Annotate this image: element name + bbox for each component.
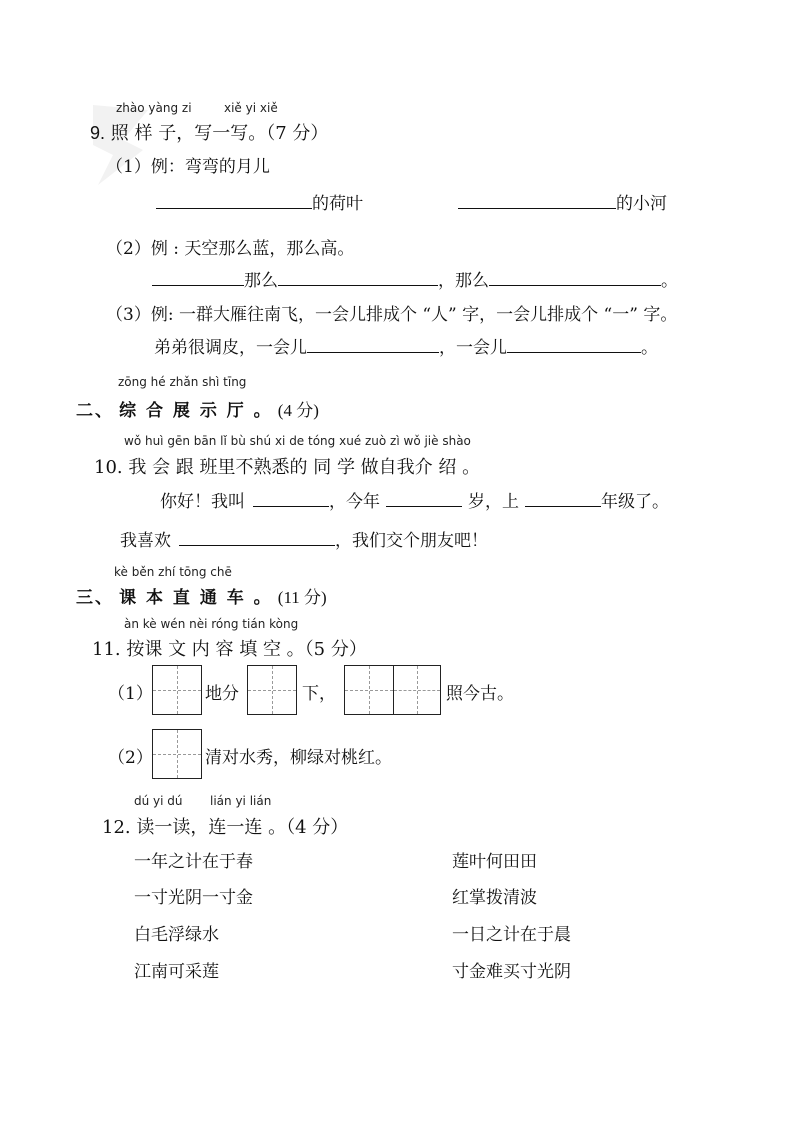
sec3-number: 三、 [76,588,114,608]
q10-age-blank[interactable] [386,488,462,507]
sec3-pinyin: kè běn zhí tōng chē [114,565,232,579]
q10-title: 10. 我 会 跟 班里不熟悉的 同 学 做自我介 绍 。 [94,457,481,478]
q12-title: 12. 读一读，连一连 。（4 分） [102,817,349,838]
q11-p1-box1[interactable] [152,665,202,715]
sec2-title: 综 合 展 示 厅 。 [119,401,273,421]
sec3-title: 课 本 直 通 车 。 [119,588,273,608]
q10-pinyin: wǒ huì gēn bān lǐ bù shú xi de tóng xué zuò zì wǒ jiè shào [124,434,471,448]
q10-line1-b: ，今年 [329,492,380,512]
q11-p1-box3[interactable] [344,665,441,715]
q9-p2-mid2: ，那么 [438,271,489,291]
q9-p3-mid: ，一会儿 [439,338,507,358]
q11-p1-text1: 地分 [205,684,239,704]
sec2-score: (4 分) [277,401,319,420]
sec2-number: 二、 [76,401,114,421]
q10-grade-blank[interactable] [525,488,601,507]
q11-p1-text3: 照今古。 [446,684,514,704]
q10-line2-b: ，我们交个朋友吧！ [335,531,488,551]
q12-left-item[interactable]: 一寸光阴一寸金 [134,888,253,908]
q9-p2-mid: 那么 [244,271,278,291]
q10-line1 [160,487,669,512]
q10-line1-a: 你好！我叫 [160,492,245,512]
q12-pinyin-a: dú yi dú [134,794,183,808]
q9-title [90,119,328,145]
q9-p3-blank2[interactable] [507,334,641,353]
q10-name-blank[interactable] [253,488,329,507]
q9-p1-line [156,189,363,214]
q9-p1-line2 [458,189,667,214]
q12-left-item[interactable]: 一年之计在于春 [134,852,253,872]
sec2-heading [76,396,319,421]
q9-number: 9. [90,123,106,143]
q9-p3-blank1[interactable] [307,334,439,353]
q12-right-item[interactable]: 莲叶何田田 [452,852,537,872]
q11-p1-text2: 下， [302,684,336,704]
q10-hobby-blank[interactable] [179,527,335,546]
sec3-score: (11 分) [277,588,327,607]
q9-p3-start: 弟弟很调皮，一会儿 [154,338,307,358]
q12-right-item[interactable]: 一日之计在于晨 [452,925,571,945]
q11-p1-label: （1） [108,684,153,704]
q9-pinyin-b: xiě yi xiě [224,101,278,115]
q9-p1-suffix1: 的荷叶 [312,194,363,214]
q11-p2-box[interactable] [152,729,202,779]
q10-line2-a: 我喜欢 [120,531,171,551]
q9-p1-suffix2: 的小河 [616,194,667,214]
q9-p2-line [152,266,678,291]
q12-left-item[interactable]: 江南可采莲 [134,962,219,982]
sec3-heading [76,583,327,608]
q9-p1-label: （1）例：弯弯的月儿 [106,157,270,177]
q9-p2-blank3[interactable] [489,267,661,286]
q11-title: 11. 按课 文 内 容 填 空 。（5 分） [92,639,367,660]
q12-right-item[interactable]: 红掌拨清波 [452,888,537,908]
q9-p1-blank1[interactable] [156,190,312,209]
q12-right-item[interactable]: 寸金难买寸光阴 [452,962,571,982]
q11-p2-text: 清对水秀，柳绿对桃红。 [205,748,392,768]
q9-p3-end: 。 [641,338,658,358]
q10-line1-d: 年级了。 [601,492,669,512]
q9-p2-label: （2）例 : 天空那么蓝，那么高。 [106,239,355,259]
q9-title-text: 照 样 子，写一写。（7 分） [110,123,329,144]
q9-p2-end: 。 [661,271,678,291]
q11-p1-box2[interactable] [247,665,297,715]
q9-p3-label: （3）例: 一群大雁往南飞，一会儿排成个 “人” 字，一会儿排成个 “一” 字。 [106,305,678,325]
q12-left-item[interactable]: 白毛浮绿水 [134,925,219,945]
q11-p2-label: （2） [108,748,153,768]
q11-pinyin: àn kè wén nèi róng tián kòng [124,617,299,631]
q9-p1-blank2[interactable] [458,190,616,209]
sec2-pinyin: zōng hé zhǎn shì tīng [118,375,247,389]
q9-p2-blank2[interactable] [278,267,438,286]
q10-line1-c: 岁，上 [468,492,519,512]
q9-pinyin-a: zhào yàng zi [116,101,192,115]
q9-p3-line [154,333,658,358]
q10-line2 [120,526,488,551]
q9-p2-blank1[interactable] [152,267,244,286]
q12-pinyin-b: lián yi lián [210,794,272,808]
